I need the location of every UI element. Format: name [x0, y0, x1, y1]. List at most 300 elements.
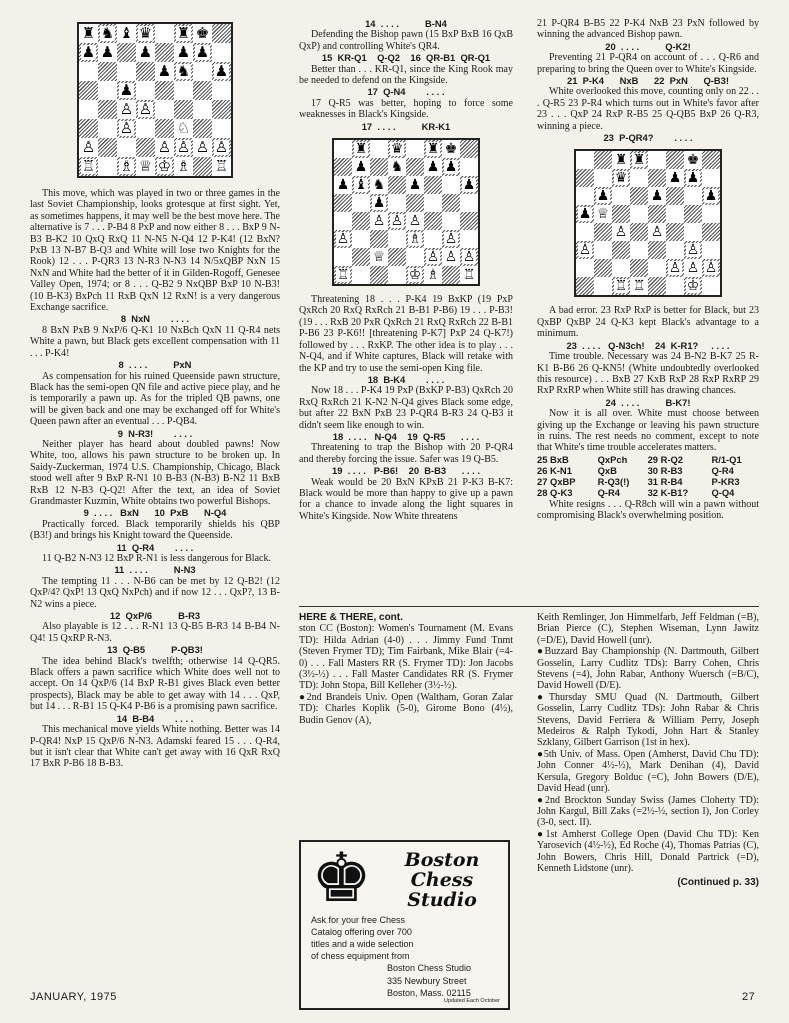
- board-square: [424, 212, 442, 230]
- chess-diagram-1: [77, 22, 233, 178]
- board-square: [406, 176, 424, 194]
- board-square: [155, 138, 174, 157]
- board-square: [79, 138, 98, 157]
- paragraph: ●2nd Brockton Sunday Swiss (James Cloherty TD): John Kargul, Bill Zaks (=2½-½, section I), Jon Corley (3-0, sect. II).: [537, 794, 759, 829]
- board-square: [352, 140, 370, 158]
- white-queen-icon: ♕: [596, 206, 610, 223]
- board-square: [136, 138, 155, 157]
- move-cell: 31 R-B4: [647, 476, 683, 488]
- board-square: [666, 241, 684, 259]
- paragraph: Now it is all over. White must choose between giving up the Exchange or leaving his pawn structure in ruins. The rest needs no comment, except to note that White's time trouble accelerates matters.: [537, 408, 759, 454]
- board-square: [334, 230, 352, 248]
- board-square: [666, 259, 684, 277]
- section-divider: [299, 606, 759, 607]
- black-bishop-icon: ♝: [354, 177, 368, 194]
- move-line: 23 . . . . Q-N3ch! 24 K-R1? . . . .: [566, 339, 730, 351]
- board-square: [352, 212, 370, 230]
- paragraph: Keith Remlinger, Jon Himmelfarb, Jeff Feldman (=B), Brian Pierce (C), Stephen Wiseman, Lynn Jawitz (=D/E), David Howell (unr).: [537, 612, 759, 646]
- board-square: [388, 194, 406, 212]
- board-square: [612, 205, 630, 223]
- black-pawn-icon: ♟: [195, 43, 210, 61]
- board-square: [406, 212, 424, 230]
- move-line: 11 Q-R4 . . . .: [116, 541, 194, 553]
- white-rook-icon: ♖: [614, 278, 628, 295]
- board-square: [388, 266, 406, 284]
- paragraph: 17 Q-R5 was better, hoping to force some weaknesses in Black's Kingside.: [299, 97, 513, 121]
- white-pawn-icon: ♙: [390, 213, 404, 230]
- boston-chess-studio-ad: [299, 840, 510, 1010]
- board-square: [155, 24, 174, 43]
- board-square: [174, 24, 193, 43]
- board-square: [460, 194, 478, 212]
- board-square: [334, 158, 352, 176]
- white-pawn-icon: ♙: [668, 260, 682, 277]
- paragraph: ●1st Amherst College Open (David Chu TD): Ken Yarosevich (4½-½), Ed Roche (4), Thomas Patrias (C), John Bowers, Chris Hill, Donald Partrick (=D), Kenneth Lidstone (unr).: [537, 828, 759, 874]
- move-line: 19 . . . . P-B6! 20 B-B3 . . . .: [332, 465, 480, 477]
- board-square: [648, 277, 666, 295]
- black-rook-icon: ♜: [176, 24, 191, 42]
- white-rook-icon: ♖: [632, 278, 646, 295]
- board-square: [117, 119, 136, 138]
- paragraph: ston CC (Boston): Women's Tournament (M. Evans TD): Hilda Adrian (4-0) . . . Jimmy Fund Tnmt (Steven Frymer TD); Tim Fairbank, Mike Blair (=4-0) . . . Fall Masters RR (S. Frymer TD): Jon Jacobs (3½-½) . . . Fall Master Candidates RR (S. Frymer TD): John Stopa, Bill Kelleher (3½-½).: [299, 623, 513, 692]
- board-square: [155, 157, 174, 176]
- board-square: [612, 151, 630, 169]
- board-square: [630, 151, 648, 169]
- board-square: [594, 223, 612, 241]
- move-line: 11 . . . . N-N3: [114, 564, 196, 576]
- board-square: [594, 259, 612, 277]
- board-square: [117, 43, 136, 62]
- board-square: [136, 43, 155, 62]
- board-square: [630, 241, 648, 259]
- ad-text: Ask for your free Chess Catalog offering over 700 titles and a wide selection of chess equipment from: [311, 915, 414, 961]
- board-square: [594, 169, 612, 187]
- board-square: [155, 119, 174, 138]
- board-square: [666, 187, 684, 205]
- board-square: [334, 176, 352, 194]
- move-cell: 32 K-B1?: [647, 487, 689, 499]
- move-line: 24 . . . . B-K7!: [605, 396, 691, 408]
- ad-title: Boston Chess Studio: [404, 849, 480, 911]
- board-square: [193, 100, 212, 119]
- board-square: [630, 187, 648, 205]
- black-pawn-icon: ♟: [176, 43, 191, 61]
- board-square: [193, 43, 212, 62]
- move-cell: Q-R4: [711, 464, 734, 476]
- board-square: [370, 176, 388, 194]
- board-square: [174, 100, 193, 119]
- column-middle: [299, 18, 513, 603]
- black-pawn-icon: ♟: [119, 81, 134, 99]
- chess-diagram-3: [574, 149, 722, 297]
- board-square: [352, 248, 370, 266]
- board-square: [79, 24, 98, 43]
- chess-king-icon: ♚: [311, 839, 372, 918]
- white-rook-icon: ♖: [336, 267, 350, 284]
- move-line: 8 . . . . PxN: [118, 359, 192, 371]
- move-line: 8 NxN . . . .: [120, 313, 190, 325]
- board-square: [370, 266, 388, 284]
- board-square: [666, 169, 684, 187]
- board-square: [174, 43, 193, 62]
- board-square: [136, 81, 155, 100]
- white-pawn-icon: ♙: [686, 242, 700, 259]
- board-square: [702, 223, 720, 241]
- board-square: [352, 194, 370, 212]
- ad-address: [387, 962, 507, 1000]
- black-pawn-icon: ♟: [214, 62, 229, 80]
- black-pawn-icon: ♟: [650, 188, 664, 205]
- black-knight-icon: ♞: [176, 62, 191, 80]
- board-square: [702, 259, 720, 277]
- white-rook-icon: ♖: [81, 157, 96, 175]
- board-square: [212, 119, 231, 138]
- paragraph: Practically forced. Black temporarily shields his QBP (B3!) and brings his Knight toward the Queenside.: [30, 518, 280, 542]
- move-row: [537, 454, 759, 465]
- board-square: [684, 187, 702, 205]
- board-square: [193, 81, 212, 100]
- board-square: [576, 259, 594, 277]
- board-square: [424, 194, 442, 212]
- white-king-icon: ♔: [408, 267, 422, 284]
- board-square: [79, 81, 98, 100]
- board-square: [424, 230, 442, 248]
- move-row: [537, 476, 759, 487]
- board-square: [388, 248, 406, 266]
- black-pawn-icon: ♟: [444, 159, 458, 176]
- move-cell: P-KR3: [711, 476, 740, 488]
- black-rook-icon: ♜: [632, 152, 646, 169]
- board-square: [576, 187, 594, 205]
- move-cell: 28 Q-K3: [537, 487, 573, 499]
- move-line: 12 QxP/6 B-R3: [109, 610, 201, 622]
- board-square: [702, 241, 720, 259]
- paragraph: Better than . . . KR-Q1, since the King Rook may be needed to defend on the Kingside.: [299, 63, 513, 87]
- board-square: [666, 277, 684, 295]
- board-square: [117, 24, 136, 43]
- board-square: [612, 259, 630, 277]
- black-bishop-icon: ♝: [119, 24, 134, 42]
- move-line: 20 . . . . Q-K2!: [605, 40, 691, 52]
- board-square: [117, 81, 136, 100]
- board-square: [684, 277, 702, 295]
- black-queen-icon: ♛: [390, 141, 404, 158]
- move-cell: QxPch: [597, 453, 628, 465]
- move-line: 21 P-K4 NxB 22 PxN Q-B3!: [566, 75, 730, 87]
- paragraph: Defending the Bishop pawn (15 BxP BxB 16 QxB QxP) and controlling White's QR4.: [299, 29, 513, 52]
- board-square: [424, 266, 442, 284]
- board-square: [193, 138, 212, 157]
- board-square: [594, 241, 612, 259]
- board-square: [648, 151, 666, 169]
- white-pawn-icon: ♙: [157, 138, 172, 156]
- black-pawn-icon: ♟: [668, 170, 682, 187]
- white-rook-icon: ♖: [462, 267, 476, 284]
- white-pawn-icon: ♙: [119, 100, 134, 118]
- board-square: [79, 62, 98, 81]
- board-square: [442, 194, 460, 212]
- paragraph: ●2nd Brandeis Univ. Open (Waltham, Goran Zalar TD): Charles Koplik (5-0), Girome Bono (4½), Budin Genov (A),: [299, 691, 513, 726]
- black-pawn-icon: ♟: [81, 43, 96, 61]
- white-pawn-icon: ♙: [372, 213, 386, 230]
- board-square: [460, 140, 478, 158]
- white-pawn-icon: ♙: [195, 138, 210, 156]
- board-square: [212, 62, 231, 81]
- board-square: [594, 205, 612, 223]
- white-pawn-icon: ♙: [81, 138, 96, 156]
- board-square: [576, 223, 594, 241]
- board-square: [370, 212, 388, 230]
- board-square: [612, 187, 630, 205]
- white-pawn-icon: ♙: [444, 231, 458, 248]
- board-square: [98, 43, 117, 62]
- board-square: [174, 157, 193, 176]
- move-row: [537, 487, 759, 498]
- white-pawn-icon: ♙: [214, 138, 229, 156]
- white-pawn-icon: ♙: [426, 249, 440, 266]
- board-square: [117, 62, 136, 81]
- board-square: [388, 212, 406, 230]
- board-square: [460, 266, 478, 284]
- board-square: [334, 266, 352, 284]
- black-pawn-icon: ♟: [100, 43, 115, 61]
- board-square: [576, 277, 594, 295]
- move-cell: 30 R-B3: [647, 464, 683, 476]
- board-square: [576, 241, 594, 259]
- board-square: [370, 248, 388, 266]
- move-line: 14 B-B4 . . . .: [116, 712, 194, 724]
- black-pawn-icon: ♟: [372, 195, 386, 212]
- board-square: [442, 266, 460, 284]
- black-rook-icon: ♜: [426, 141, 440, 158]
- black-queen-icon: ♛: [138, 24, 153, 42]
- move-cell: R/1-Q1: [711, 453, 742, 465]
- board-square: [576, 169, 594, 187]
- white-pawn-icon: ♙: [119, 119, 134, 137]
- paragraph: Now 18 . . . P-K4 19 PxP (BxKP P-B3) QxRch 20 RxQ RxRch 21 K-N2 N-Q4 gives Black some edge, but after 22 BxN PxB 23 P-QR4 B-R3 24 Q-B3 it didn't seem like enough to win.: [299, 385, 513, 431]
- move-line: 18 . . . . N-Q4 19 Q-R5 . . . .: [332, 430, 480, 442]
- board-square: [648, 259, 666, 277]
- black-king-icon: ♚: [195, 24, 210, 42]
- board-square: [648, 187, 666, 205]
- board-square: [98, 119, 117, 138]
- board-square: [442, 248, 460, 266]
- black-king-icon: ♚: [444, 141, 458, 158]
- board-square: [155, 62, 174, 81]
- board-square: [594, 277, 612, 295]
- paragraph: ●Thursday SMU Quad (N. Dartmouth, Gilbert Gosselin, Larry Cudlitz TDs): John Rabar & Chris Stevens, David Ferriera & William Perry, Joseph Medeiros & Ralph Tykodi, John Hart & Stanley Szklany, Gilbert Garrison (1st in hex).: [537, 691, 759, 749]
- board-square: [334, 140, 352, 158]
- paragraph: White resigns . . . Q-R8ch will win a pawn without compromising Black's overwhelming position.: [537, 498, 759, 521]
- board-square: [630, 205, 648, 223]
- black-pawn-icon: ♟: [138, 43, 153, 61]
- move-line: 18 B-K4 . . . .: [367, 373, 445, 385]
- board-square: [98, 157, 117, 176]
- board-square: [212, 100, 231, 119]
- board-square: [460, 212, 478, 230]
- column-left: [30, 18, 280, 983]
- board-square: [117, 157, 136, 176]
- white-pawn-icon: ♙: [336, 231, 350, 248]
- board-square: [666, 223, 684, 241]
- section-title: HERE & THERE, cont.: [299, 612, 403, 623]
- board-square: [334, 248, 352, 266]
- board-square: [98, 81, 117, 100]
- board-square: [406, 194, 424, 212]
- board-square: [424, 140, 442, 158]
- black-pawn-icon: ♟: [354, 159, 368, 176]
- board-square: [136, 157, 155, 176]
- board-square: [155, 100, 174, 119]
- black-pawn-icon: ♟: [578, 206, 592, 223]
- board-square: [98, 24, 117, 43]
- board-square: [424, 248, 442, 266]
- page-number: 27: [742, 991, 756, 1003]
- board-square: [576, 151, 594, 169]
- board-square: [79, 119, 98, 138]
- paragraph: Also playable is 12 . . . R-N1 13 Q-B5 B-R3 14 B-B4 N-Q4! 15 QxRP R-N3.: [30, 621, 280, 644]
- board-square: [406, 158, 424, 176]
- paragraph: Weak would be 20 BxN KPxB 21 P-K3 B-K7: Black would be more than happy to give up a pawn for a chance to invade along the light squares in White's Kingside. Now White threatens: [299, 476, 513, 522]
- board-square: [684, 151, 702, 169]
- paragraph: ●Buzzard Bay Championship (N. Dartmouth, Gilbert Gosselin, Larry Cudlitz TDs): Barry Cohen, Chris Stevens (=4), John Rabar, Anthony Wuersch (=B/C), David Howell (D/E).: [537, 646, 759, 692]
- board-square: [442, 140, 460, 158]
- board-square: [406, 266, 424, 284]
- board-square: [174, 119, 193, 138]
- board-square: [684, 169, 702, 187]
- move-line: 9 N-R3! . . . .: [117, 427, 193, 439]
- move-line: 9 . . . . BxN 10 PxB N-Q4: [83, 507, 227, 519]
- move-line: 17 Q-N4 . . . .: [367, 86, 445, 98]
- board-square: [666, 205, 684, 223]
- move-cell: Q-Q4: [711, 487, 735, 499]
- board-square: [212, 43, 231, 62]
- white-pawn-icon: ♙: [578, 242, 592, 259]
- white-pawn-icon: ♙: [138, 100, 153, 118]
- paragraph: Neither player has heard about doubled pawns! Now White, too, allows his pawn structure to be broken up. In Saidy-Zuckerman, 1974 U.S. Championship, Chicago, Black stood well after 9 BxP R-N1 10 B-B3 (N-B3) B-N2 11 BxB RxB 12 N-B3 Q-Q2! After the text, an idea of Soviet Grandmaster Kuzmin, White obtains two powerful Bishops.: [30, 438, 280, 507]
- move-cell: 26 K-N1: [537, 464, 572, 476]
- move-cell: 29 R-Q2: [647, 453, 683, 465]
- paragraph: This move, which was played in two or three games in the last Soviet Championship, looks grotesque at first sight. Yet, as sometimes happens, it may well be the best move here. The alternative is 7 . . . P-B4 8 PxP and now either 8 . . . BxP 9 N-B3 B-K2 10 QxQ RxQ 11 N-N5 N-Q4 12 P-K4! (12 BxN? PxB 13 N-B7 B-Q3 and White will lose two Knights for the Rook) 12 . . . P-QR3 13 N-R3 N-N3 14 N/5xQBP NxN 15 NxN and White had the better of it in Gilden-Rogoff, Genesee Valley Open, 1974; or 8 . . . Q-B2 9 NxQBP BxP 10 N-B3! (10 B-K3) BxPch 11 RxB QxN 12 RxN! is a very dangerous Exchange sacrifice.: [30, 188, 280, 314]
- white-pawn-icon: ♙: [462, 249, 476, 266]
- black-pawn-icon: ♟: [157, 62, 172, 80]
- board-square: [630, 277, 648, 295]
- board-square: [79, 100, 98, 119]
- board-square: [212, 157, 231, 176]
- white-pawn-icon: ♙: [614, 224, 628, 241]
- move-table: [537, 454, 759, 499]
- white-pawn-icon: ♙: [704, 260, 718, 277]
- board-square: [460, 248, 478, 266]
- move-line: 17 . . . . KR-K1: [361, 120, 451, 132]
- chess-diagram-2: [332, 138, 480, 286]
- board-square: [79, 157, 98, 176]
- move-line: 23 P-QR4? . . . .: [603, 132, 693, 144]
- board-square: [136, 62, 155, 81]
- board-square: [193, 62, 212, 81]
- board-square: [193, 119, 212, 138]
- board-square: [136, 119, 155, 138]
- paragraph: 8 BxN PxB 9 NxP/6 Q-K1 10 NxBch QxN 11 Q-R4 nets White a pawn, but Black gets excellent compensation with 11 . . . P-K4!: [30, 324, 280, 359]
- board-square: [388, 176, 406, 194]
- board-square: [155, 81, 174, 100]
- white-bishop-icon: ♗: [408, 231, 422, 248]
- board-square: [136, 24, 155, 43]
- board-square: [352, 266, 370, 284]
- board-square: [174, 81, 193, 100]
- paragraph: White overlooked this move, counting only on 22 . . . Q-R5 23 P-R4 which turns out in White's favor after 23 . . . QxP 24 RxP R-B5 25 Q-QB5 BxP 26 Q-R3, winning a piece.: [537, 86, 759, 132]
- black-pawn-icon: ♟: [462, 177, 476, 194]
- white-bishop-icon: ♗: [426, 267, 440, 284]
- board-square: [648, 223, 666, 241]
- paragraph: The idea behind Black's twelfth; otherwise 14 Q-QR5. Black offers a pawn sacrifice which White does well not to accept. On 14 QxP/6 (14 BxP R-B1 gives Black even better prospects), Black may be able to get away with 14 . . . QxP, but 14 . . . R-B1 15 Q-K4 P-B6 is a promising pawn sacrifice.: [30, 655, 280, 713]
- board-square: [442, 158, 460, 176]
- board-square: [702, 169, 720, 187]
- move-cell: R-Q3(!): [597, 476, 630, 488]
- board-square: [136, 100, 155, 119]
- paragraph: The tempting 11 . . . N-B6 can be met by 12 Q-B2! (12 QxP/4? QxP! 13 QxQ NxPch) and if now 12 . . . QxP?, 13 B-N2 wins a piece.: [30, 575, 280, 610]
- white-pawn-icon: ♙: [650, 224, 664, 241]
- board-square: [193, 24, 212, 43]
- board-square: [460, 176, 478, 194]
- board-square: [702, 187, 720, 205]
- board-square: [370, 140, 388, 158]
- white-pawn-icon: ♙: [686, 260, 700, 277]
- here-there-right: [537, 612, 759, 984]
- board-square: [406, 248, 424, 266]
- board-square: [442, 176, 460, 194]
- paragraph: A bad error. 23 RxP RxP is better for Black, but 23 QxBP QxBP 24 Q-K3 kept Black's advantage to a minimum.: [537, 305, 759, 340]
- black-knight-icon: ♞: [372, 177, 386, 194]
- paragraph: Preventing 21 P-QR4 on account of . . . Q-R6 and preparing to bring the Queen over to White's Kingside.: [537, 52, 759, 75]
- black-rook-icon: ♜: [614, 152, 628, 169]
- address-line: Boston, Mass. 02115: [387, 988, 471, 998]
- board-square: [370, 158, 388, 176]
- board-square: [630, 259, 648, 277]
- paragraph: Threatening to trap the Bishop with 20 P-QR4 and thereby forcing the issue. Safer was 19 Q-B5.: [299, 442, 513, 465]
- board-square: [334, 194, 352, 212]
- black-pawn-icon: ♟: [336, 177, 350, 194]
- board-square: [212, 24, 231, 43]
- move-line: 13 Q-B5 P-QB3!: [107, 644, 203, 656]
- board-square: [79, 43, 98, 62]
- move-row: [537, 465, 759, 476]
- board-square: [334, 212, 352, 230]
- board-square: [612, 277, 630, 295]
- white-bishop-icon: ♗: [176, 157, 191, 175]
- board-square: [370, 194, 388, 212]
- continued-note: (Continued p. 33): [677, 877, 759, 889]
- board-square: [684, 223, 702, 241]
- board-square: [212, 138, 231, 157]
- black-knight-icon: ♞: [390, 159, 404, 176]
- paragraph: Threatening 18 . . . P-K4 19 BxKP (19 PxP QxRch 20 RxQ RxRch 21 B-B1 P-B6) 19 . . . P-B3! (19 . . . RxB 20 PxR QxRch 21 RxQ RxRch 22 B-B1 P-B6 23 P-K6!! [threatening P-K7] PxP 24 Q-K7!) followed by . . . RxKP. The other idea is to play . . . N-Q4, and if White captures, Black will retake with the KP and try to use the semi-open King file.: [299, 294, 513, 374]
- white-knight-icon: ♘: [176, 119, 191, 137]
- board-square: [212, 81, 231, 100]
- board-square: [155, 43, 174, 62]
- paragraph: Time trouble. Necessary was 24 B-N2 B-K7 25 R-K1 B-B6 26 Q-KN5! (White undoubtedly overlooked this resource) . . . BxB 27 KxB RxP 28 RxP RxRP 29 RxP RxRP when White still has drawing chances.: [537, 351, 759, 397]
- board-square: [648, 169, 666, 187]
- board-square: [352, 176, 370, 194]
- board-square: [174, 62, 193, 81]
- board-square: [98, 100, 117, 119]
- black-knight-icon: ♞: [100, 24, 115, 42]
- board-square: [702, 277, 720, 295]
- board-square: [684, 205, 702, 223]
- board-square: [352, 158, 370, 176]
- board-square: [594, 151, 612, 169]
- board-square: [460, 230, 478, 248]
